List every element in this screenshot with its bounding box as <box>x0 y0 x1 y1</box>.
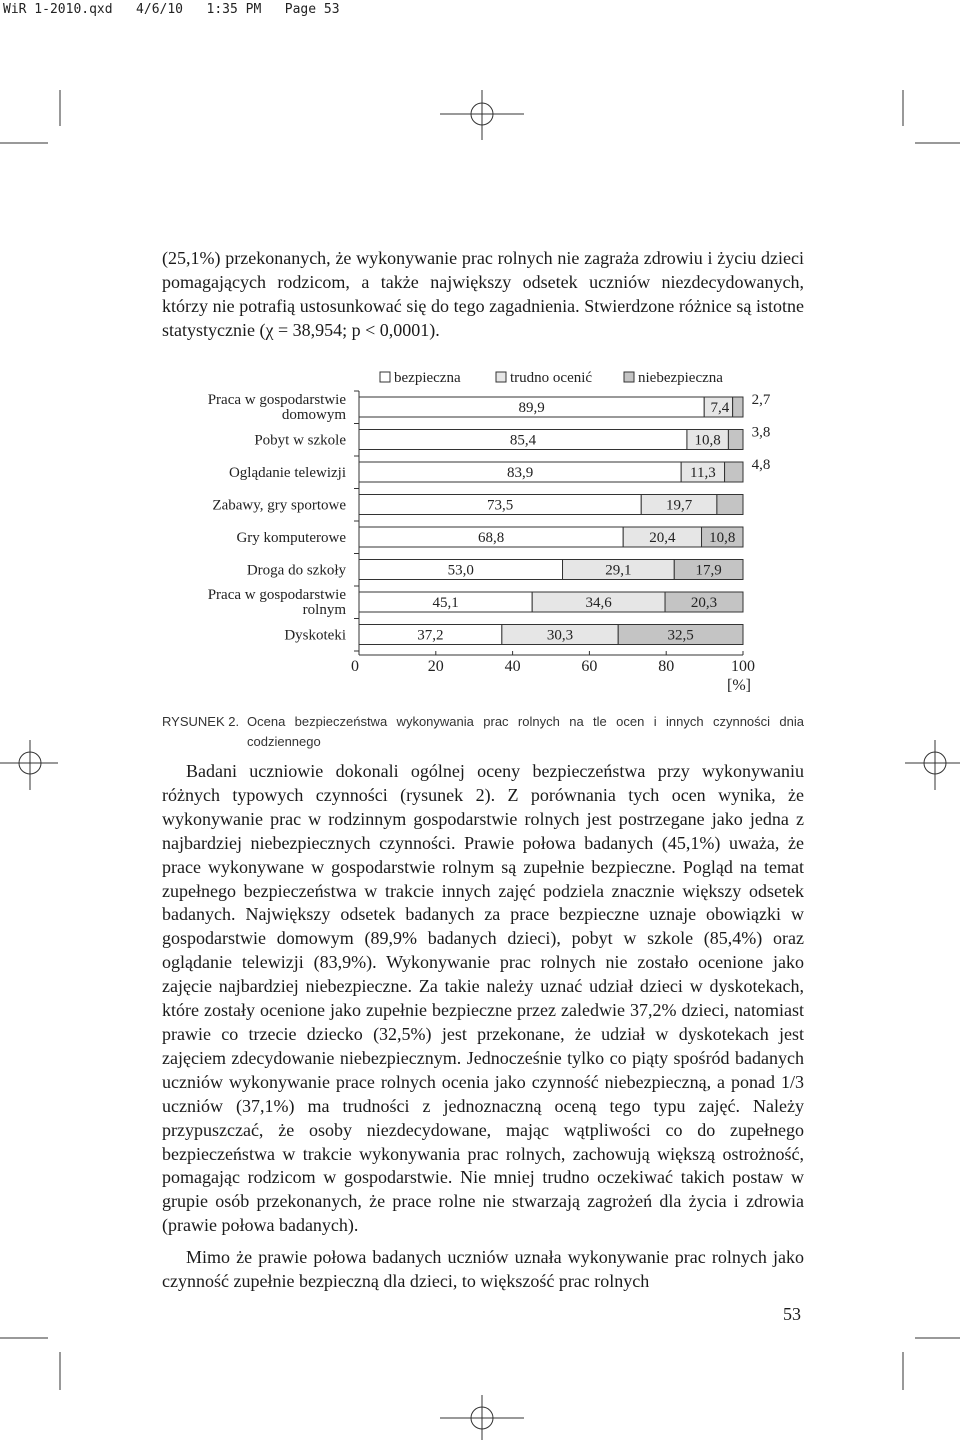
x-tick-label-1: 20 <box>427 658 444 675</box>
category-label-5: Droga do szkoły <box>246 562 346 579</box>
bar-label-7-1: 30,3 <box>546 627 574 644</box>
legend-label-1: trudno ocenić <box>510 370 593 386</box>
figure-caption-label: RYSUNEK 2. <box>162 714 240 729</box>
bar-label-3-1: 19,7 <box>665 497 693 514</box>
bar-label-5-2: 17,9 <box>695 562 722 579</box>
bar-label-5-0: 53,0 <box>447 562 474 579</box>
bar-label-0-2: 2,7 <box>751 392 771 408</box>
bar-3-2 <box>717 495 743 515</box>
category-label-0-line1: Praca w gospodarstwie <box>207 392 346 408</box>
x-axis-label: [%] <box>727 677 751 694</box>
bar-label-6-1: 34,6 <box>585 595 612 611</box>
category-label-2: Oglądanie telewizji <box>228 465 346 481</box>
bar-label-6-0: 45,1 <box>432 595 459 611</box>
bar-label-4-2: 10,8 <box>709 530 736 546</box>
bar-label-0-0: 89,9 <box>518 400 545 416</box>
category-label-4: Gry komputerowe <box>236 530 346 546</box>
figure-caption-text: Ocena bezpieczeństwa wykonywania prac rolnych na tle ocen i innych czynności dnia codziennego <box>247 714 804 749</box>
category-label-0-line2: domowym <box>281 407 346 423</box>
bar-1-2 <box>728 430 743 450</box>
category-label-1: Pobyt w szkole <box>254 432 346 449</box>
bar-label-6-2: 20,3 <box>690 595 718 611</box>
bar-label-7-2: 32,5 <box>667 627 694 644</box>
bar-label-3-0: 73,5 <box>486 497 514 514</box>
category-label-6-line1: Praca w gospodarstwie <box>207 587 346 603</box>
intro-paragraph: (25,1%) przekonanych, że wykonywanie prac rolnych nie zagraża zdrowiu i życiu dzieci pomagających rodzicom, a także największy odsetek uczniów niezdecydowanych, którzy nie potrafią ustosunkować się do tego zagadnienia. Stwierdzone różnice są istotne statystycznie (χ = 38,954; p < 0,0001). <box>162 248 804 340</box>
x-tick-label-4: 80 <box>658 658 675 675</box>
main-paragraph: Badani uczniowie dokonali ogólnej oceny bezpieczeństwa przy wykonywaniu różnych typowych czynności (rysunek 2). Z porównania tych ocen wynika, że wykonywanie prac w rodzinnym gospodarstwie rolnych jest postrzegane jako jedna z najbardziej niebezpiecznych czynności. Prawie połowa badanych (45,1%) uważa, że prace wykonywane w gospodarstwie rolnym są zupełnie bezpieczne. Pogląd na temat zupełnego bezpieczeństwa w trakcie innych zajęć podziela znacznie większy odsetek badanych. Największy odsetek badanych za prace bezpieczne uznaje obowiązki w gospodarstwie domowym (89,9% badanych dzieci), pobyt w szkole (85,4%) oraz oglądanie telewizji (83,9%). Wykonywanie prac rolnych nie zostało ocenione jako zajęcie najbardziej niebezpieczne. Za takie należy uznać udział dzieci w dyskotekach, które zostały ocenione jako zupełnie bezpieczne przez zaledwie 37,2% dzieci, natomiast prawie co trzecie dziecko (32,5%) jest przekonane, że udział w dyskotekach jest zajęciem zdecydowanie niebezpiecznym. Jednocześnie tylko co piąty spośród badanych uczniów wykonywanie prace rolnych ocenia jako czynność niebezpieczną, a ponad 1/3 uczniów (37,1%) ma trudności z jednoznaczną oceną tego typu zajęć. Należy przypuszczać, że osoby niezdecydowane, mając wątpliwości co do zupełnego bezpieczeństwa w trakcie wykonywania prac rolnych, zachowują większą ostrożność, pomagając rodzicom w gospodarstwie. Nie mniej trudno oczekiwać takich postaw w grupie osób przekonanych, że prace rolne nie stwarzają zagrożeń dla życia i zdrowia (prawie połowa badanych). <box>162 761 804 1236</box>
bar-2-2 <box>725 462 743 482</box>
chart-bars <box>359 392 771 645</box>
bar-label-7-0: 37,2 <box>417 627 444 644</box>
bar-label-5-1: 29,1 <box>605 562 632 579</box>
bar-label-2-0: 83,9 <box>506 465 534 481</box>
x-tick-label-2: 40 <box>504 658 521 675</box>
page-number: 53 <box>783 1304 801 1324</box>
bar-label-1-1: 10,8 <box>694 432 721 449</box>
last-paragraph: Mimo że prawie połowa badanych uczniów uznała wykonywanie prac rolnych jako czynność zupełnie bezpieczną dla dzieci, to większość prac rolnych <box>162 1247 804 1291</box>
legend-label-0: bezpieczna <box>394 370 461 386</box>
chart-category-labels <box>208 392 347 644</box>
x-tick-label-3: 60 <box>581 658 598 675</box>
bar-label-4-0: 68,8 <box>477 530 505 546</box>
bar-label-1-2: 3,8 <box>751 424 771 441</box>
category-label-3: Zabawy, gry sportowe <box>212 497 346 514</box>
category-label-6-line2: rolnym <box>302 602 346 618</box>
stacked-bar-chart <box>0 0 960 700</box>
chart-legend <box>380 370 723 386</box>
legend-swatch-0 <box>380 372 390 382</box>
bar-0-2 <box>733 397 743 417</box>
legend-swatch-1 <box>496 372 506 382</box>
bar-label-2-1: 11,3 <box>690 465 716 481</box>
x-tick-label-5: 100 <box>731 658 755 675</box>
bar-label-0-1: 7,4 <box>710 400 730 416</box>
x-tick-label-0: 0 <box>351 658 359 675</box>
figure-caption <box>162 712 804 752</box>
bar-label-2-2: 4,8 <box>751 457 771 473</box>
print-slug-header: WiR 1-2010.qxd 4/6/10 1:35 PM Page 53 <box>3 2 340 17</box>
legend-label-2: niebezpieczna <box>638 370 723 386</box>
bar-label-1-0: 85,4 <box>509 432 537 449</box>
legend-swatch-2 <box>624 372 634 382</box>
bar-label-4-1: 20,4 <box>649 530 676 546</box>
category-label-7: Dyskoteki <box>284 627 346 644</box>
